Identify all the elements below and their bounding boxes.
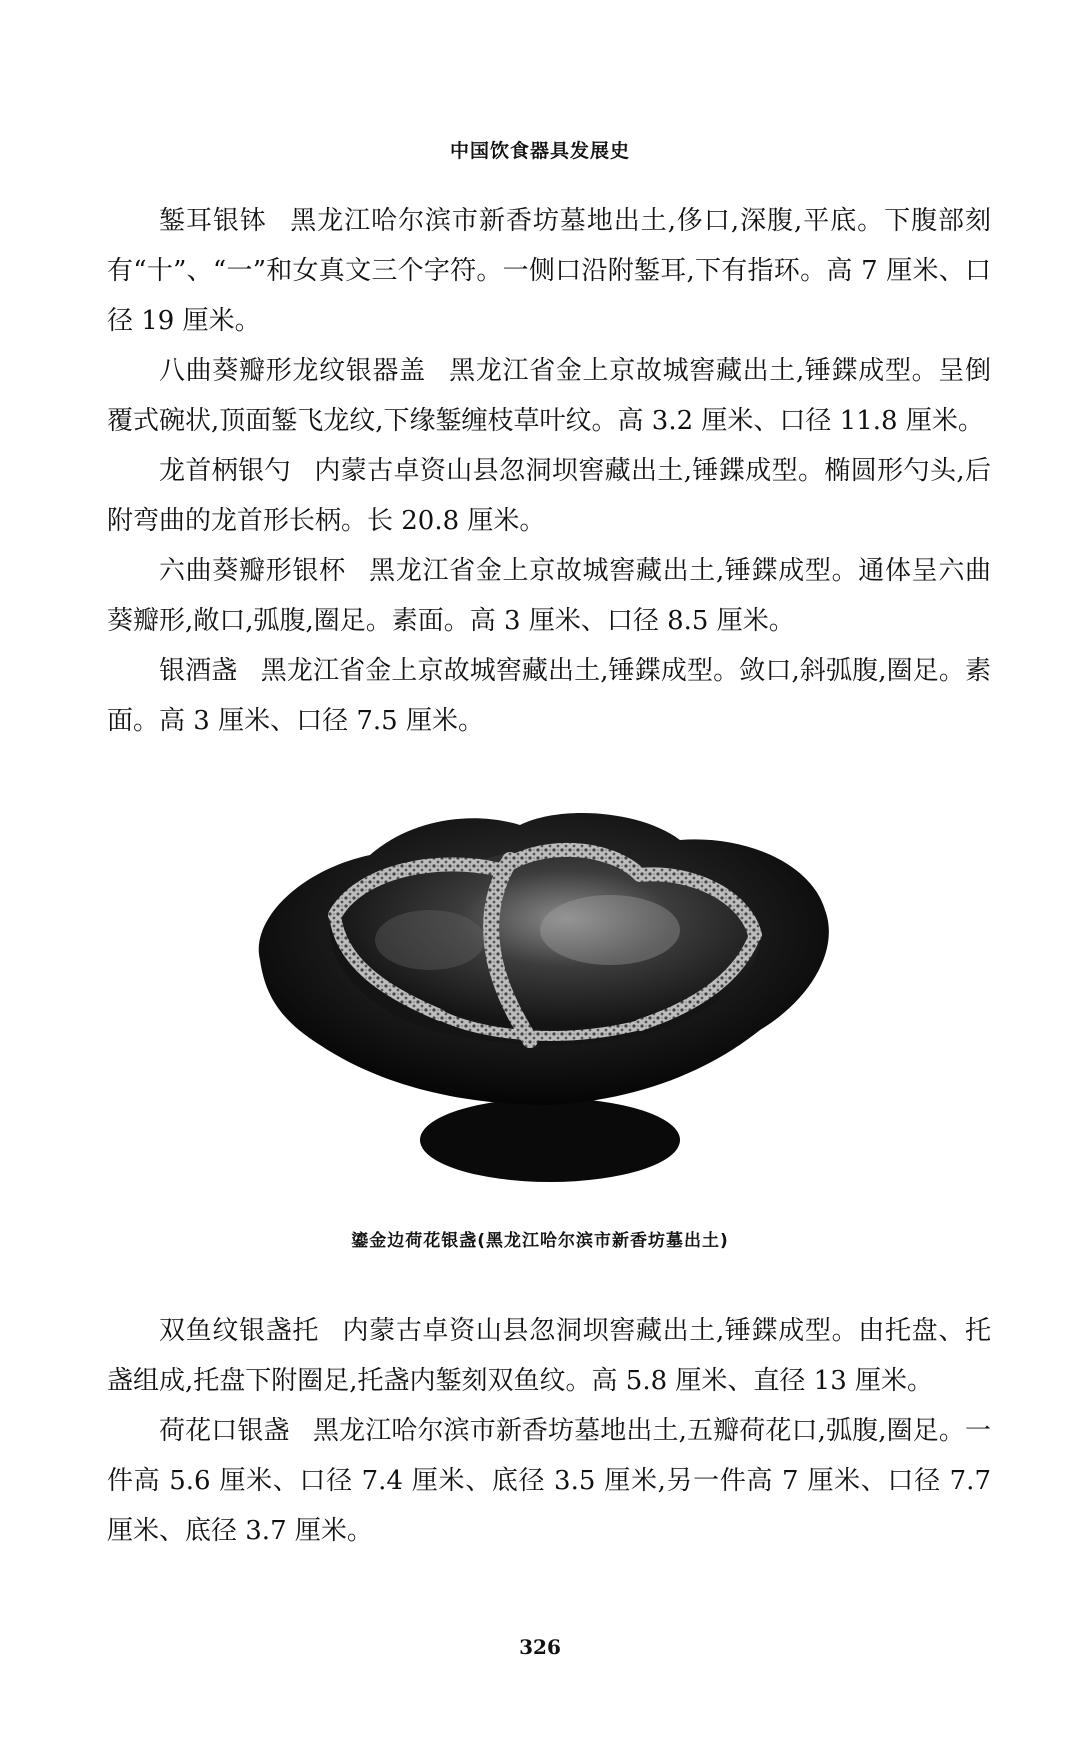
entry-paragraph: [107, 346, 991, 446]
entry-title: 六曲葵瓣形银杯: [159, 556, 346, 586]
entry-title: 龙首柄银勺: [159, 456, 291, 486]
entry-body: 内蒙古卓资山县忽洞坝窖藏出土,锤鍱成型。由托盘、托盏组成,托盘下附圈足,托盏内錾刻双鱼纹。高 5.8 厘米、直径 13 厘米。: [107, 1316, 991, 1396]
entry-body: 黑龙江哈尔滨市新香坊墓地出土,侈口,深腹,平底。下腹部刻有“十”、“一”和女真文三个字符。一侧口沿附錾耳,下有指环。高 7 厘米、口径 19 厘米。: [107, 206, 991, 336]
entry-title: 荷花口银盏: [159, 1416, 290, 1446]
entry-paragraph: [107, 546, 991, 646]
figure-caption: 鎏金边荷花银盏(黑龙江哈尔滨市新香坊墓出土): [351, 1231, 729, 1251]
text-block-bottom: [107, 1306, 991, 1556]
entry-paragraph: [107, 646, 991, 746]
entry-body: 黑龙江省金上京故城窖藏出土,锤鍱成型。呈倒覆式碗状,顶面錾飞龙纹,下缘錾缠枝草叶纹。高 3.2 厘米、口径 11.8 厘米。: [107, 356, 991, 436]
entry-body: 黑龙江哈尔滨市新香坊墓地出土,五瓣荷花口,弧腹,圈足。一件高 5.6 厘米、口径 7.4 厘米、底径 3.5 厘米,另一件高 7 厘米、口径 7.7 厘米、底径 3.7 厘米。: [107, 1416, 991, 1546]
entry-paragraph: [107, 446, 991, 546]
entry-paragraph: [107, 1306, 991, 1406]
cup-foot: [420, 1098, 680, 1182]
entry-title: 八曲葵瓣形龙纹银器盖: [159, 356, 426, 386]
entry-body: 内蒙古卓资山县忽洞坝窖藏出土,锤鍱成型。椭圆形勺头,后附弯曲的龙首形长柄。长 20.8 厘米。: [107, 456, 991, 536]
silver-cup-illustration: [240, 800, 840, 1190]
entry-title: 錾耳银钵: [159, 206, 267, 236]
silver-cup-photo: [240, 800, 840, 1190]
entry-paragraph: [107, 196, 991, 346]
entry-paragraph: [107, 1406, 991, 1556]
page-number: 326: [519, 1635, 561, 1659]
entry-body: 黑龙江省金上京故城窖藏出土,锤鍱成型。敛口,斜弧腹,圈足。素面。高 3 厘米、口径 7.5 厘米。: [107, 656, 991, 736]
entry-body: 黑龙江省金上京故城窖藏出土,锤鍱成型。通体呈六曲葵瓣形,敞口,弧腹,圈足。素面。高 3 厘米、口径 8.5 厘米。: [107, 556, 991, 636]
text-block-top: [107, 196, 991, 746]
running-head: 中国饮食器具发展史: [449, 140, 630, 162]
entry-title: 双鱼纹银盏托: [159, 1316, 320, 1346]
entry-title: 银酒盏: [159, 656, 238, 686]
